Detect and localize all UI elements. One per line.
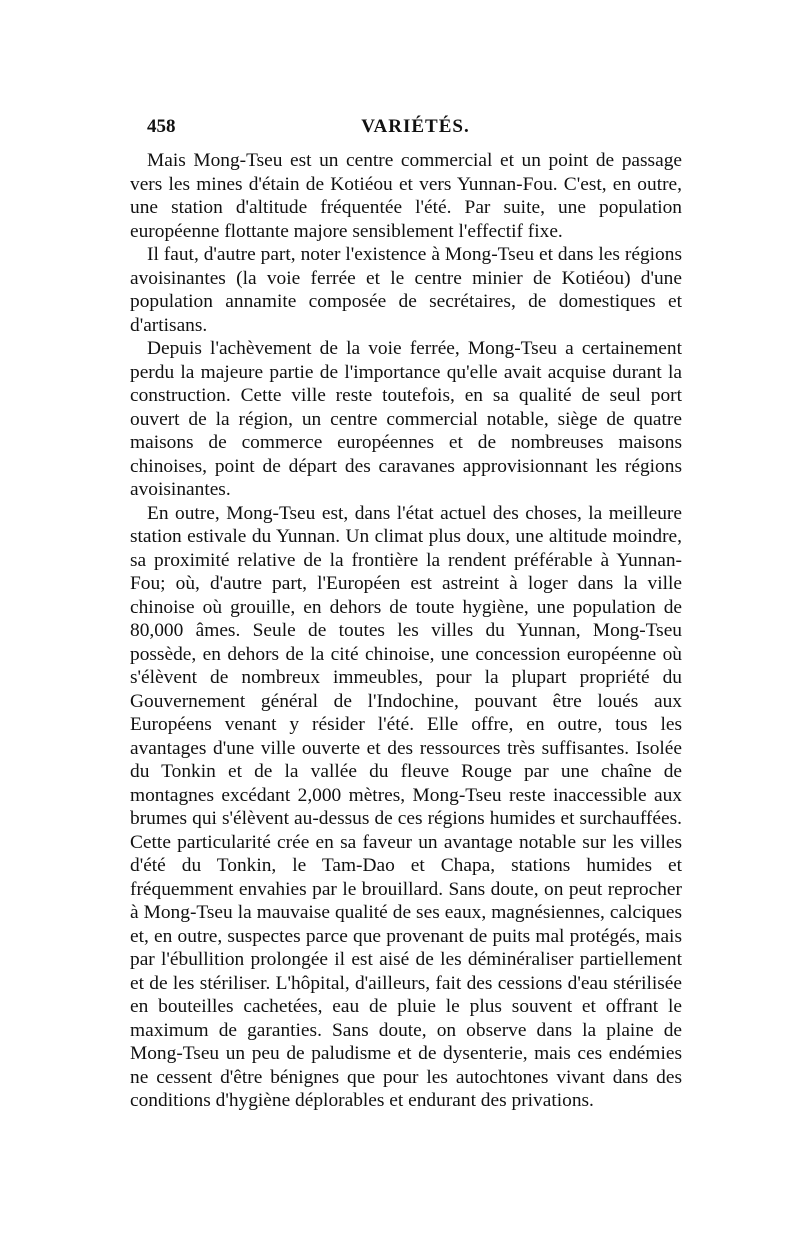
running-title: VARIÉTÉS. [361,116,470,137]
paragraph-2: Il faut, d'autre part, noter l'existence à Mong-Tseu et dans les régions avoisinantes (la voie ferrée et le centre minier de Kotiéou) d'une population annamite composée de secrétaires, de domestiques et d'artisans. [130,244,682,336]
paragraph-4: En outre, Mong-Tseu est, dans l'état actuel des choses, la meilleure station estivale du Yunnan. Un climat plus doux, une altitude moindre, sa proximité relative de la frontière la rendent préférable à Yunnan-Fou; où, d'autre part, l'Européen est astreint à loger dans la ville chinoise où grouille, en dehors de toute hygiène, une population de 80,000 âmes. Seule de toutes les villes du Yunnan, Mong-Tseu possède, en dehors de la cité chinoise, une concession européenne où s'élèvent de nombreux immeubles, pour la plupart propriété du Gouvernement général de l'Indochine, pouvant être loués aux Européens venant y résider l'été. Elle offre, en outre, tous les avantages d'une ville ouverte et des ressources très suffisantes. Isolée du Tonkin et de la vallée du fleuve Rouge par une chaîne de montagnes excédant 2,000 mètres, Mong-Tseu reste inaccessible aux brumes qui s'élèvent au-dessus de ces régions humides et surchauffées. Cette particularité crée en sa faveur un avantage notable sur les villes d'été du Tonkin, le Tam-Dao et Chapa, stations humides et fréquemment envahies par le brouillard. Sans doute, on peut reprocher à Mong-Tseu la mauvaise qualité de ses eaux, magnésiennes, calciques et, en outre, suspectes parce que provenant de puits mal protégés, mais par l'ébullition prolongée il est aisé de les déminéraliser partiellement et de les stériliser. L'hôpital, d'ailleurs, fait des cessions d'eau stérilisée en bouteilles cachetées, eau de pluie le plus souvent et offrant le maximum de garanties. Sans doute, on observe dans la plaine de Mong-Tseu un peu de paludisme et de dysenterie, mais ces endémies ne cessent d'être bénignes que pour les autochtones vivant dans des conditions d'hygiène déplorables et endurant des privations. [130,502,682,1111]
page-number: 458 [147,116,176,137]
page-header [147,116,684,146]
body-text [130,149,682,1113]
paragraph-3: Depuis l'achèvement de la voie ferrée, Mong-Tseu a certainement perdu la majeure partie de l'importance qu'elle avait acquise durant la construction. Cette ville reste toutefois, en sa qualité de seul port ouvert de la région, un centre commercial notable, siège de quatre maisons de commerce européennes et de nombreuses maisons chinoises, point de départ des caravanes approvisionnant les régions avoisinantes. [130,338,682,500]
paragraph-1: Mais Mong-Tseu est un centre commercial et un point de passage vers les mines d'étain de Kotiéou et vers Yunnan-Fou. C'est, en outre, une station d'altitude fréquentée l'été. Par suite, une population européenne flottante majore sensiblement l'effectif fixe. [130,150,682,242]
